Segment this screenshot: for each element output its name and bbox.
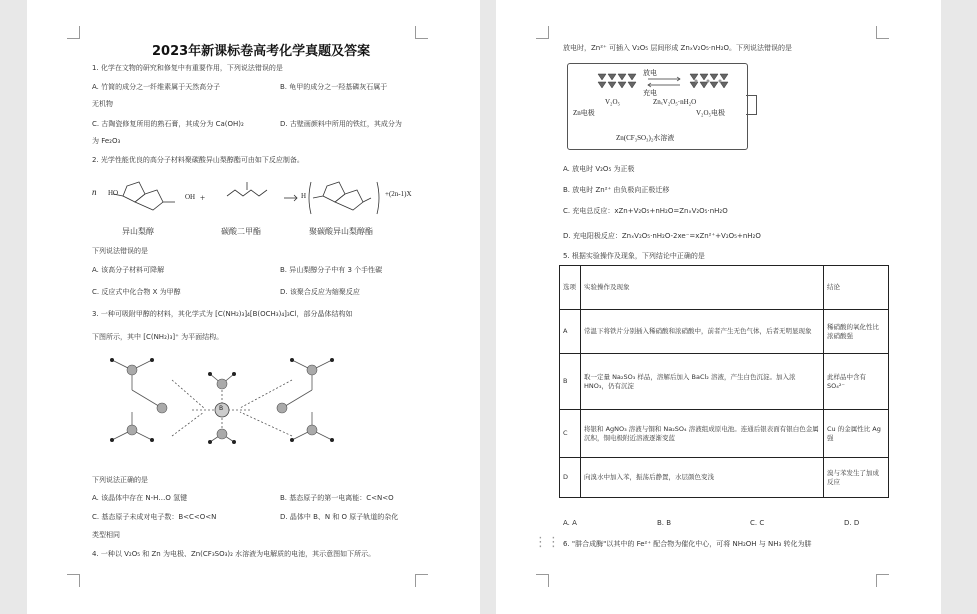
drag-handle-icon[interactable]: ⋮⋮ — [534, 535, 560, 550]
table-row — [560, 458, 889, 498]
row-option: A — [560, 310, 581, 354]
znv2o5-label: ZnₓV₂O₅·nH₂O — [653, 98, 697, 106]
q5-answer-a: A. A — [563, 519, 577, 527]
carbon-atom — [217, 379, 227, 389]
page-title: 2023年新课标卷高考化学真题及答案 — [152, 44, 371, 59]
row-option: C — [560, 410, 581, 458]
q1-option-a: A. 竹简的成分之一纤维素属于天然高分子 — [92, 83, 221, 91]
zn-electrode-label: Zn电极 — [573, 109, 595, 117]
q3-option-d-cont: 类型相同 — [92, 531, 120, 539]
row-conclusion: 此样品中含有 SO₄²⁻ — [824, 354, 889, 410]
question-5-stem: 5. 根据实验操作及现象，下列结论中正确的是 — [563, 252, 705, 260]
carbon-atom — [307, 365, 317, 375]
question-2-stem: 2. 光学性能优良的高分子材料聚碳酸异山梨醇酯可由如下反应制备。 — [92, 156, 304, 164]
crop-mark — [536, 574, 549, 587]
bracket-right — [377, 182, 379, 214]
q2-question: 下列说法错误的是 — [92, 247, 148, 255]
row-conclusion: 稀硝酸的氧化性比浓硝酸强 — [824, 310, 889, 354]
question-6-stem: 6. "肼合成酶"以其中的 Fe²⁺ 配合物为催化中心，可将 NH₂OH 与 NH₃ 转化为肼 — [563, 540, 812, 548]
row-option: B — [560, 354, 581, 410]
q1-option-d-cont: 为 Fe₂O₃ — [92, 137, 121, 145]
carbon-atom — [127, 365, 137, 375]
q3-question: 下列说法正确的是 — [92, 476, 148, 484]
q4-option-b: B. 放电时 Zn²⁺ 由负极向正极迁移 — [563, 186, 670, 194]
reactant-1-label: 异山梨醇 — [122, 227, 154, 236]
q2-option-b: B. 异山梨醇分子中有 3 个手性碳 — [280, 266, 383, 274]
row-procedure: 常温下将铁片分别插入稀硝酸和浓硝酸中，前者产生无色气体，后者无明显现象 — [581, 310, 824, 354]
discharge-label: 放电 — [643, 69, 657, 77]
row-conclusion: Cu 的金属性比 Ag 强 — [824, 410, 889, 458]
header-conclusion: 结论 — [824, 266, 889, 310]
q5-answer-c: C. C — [750, 519, 765, 527]
q1-option-d: D. 古壁画颜料中所用的铁红，其成分为 — [280, 120, 402, 128]
document-page-2 — [496, 0, 941, 614]
question-4-stem: 4. 一种以 V₂O₅ 和 Zn 为电极、Zn(CF₃SO₃)₂ 水溶液为电解质的电池，其示意图如下所示。 — [92, 550, 376, 558]
crop-mark — [415, 26, 428, 39]
crystal-structure-diagram — [92, 350, 392, 450]
plus-sign: + — [200, 193, 206, 203]
crop-mark — [876, 574, 889, 587]
crop-mark — [876, 26, 889, 39]
experiment-table — [559, 265, 889, 498]
row-procedure: 向溴水中加入苯，振荡后静置，水层颜色变浅 — [581, 458, 824, 498]
q3-option-c: C. 基态原子未成对电子数：B<C<O<N — [92, 513, 217, 521]
battery-terminal — [746, 95, 757, 115]
header-procedure: 实验操作及现象 — [581, 266, 824, 310]
isosorbide-ring-2 — [135, 190, 163, 210]
reaction-scheme — [99, 172, 389, 224]
header-option: 选项 — [560, 266, 581, 310]
carbon-atom — [217, 429, 227, 439]
q2-option-a: A. 该高分子材料可降解 — [92, 266, 165, 274]
crop-mark — [536, 26, 549, 39]
v2o5-electrode-label: V₂O₅电极 — [696, 109, 725, 117]
electrode-layers — [596, 70, 746, 94]
q4-intro: 放电时，Zn²⁺ 可插入 V₂O₅ 层间形成 ZnₓV₂O₅·nH₂O。下列说法错误的是 — [563, 44, 793, 52]
product-label: 聚碳酸异山梨醇酯 — [309, 227, 373, 236]
question-3-stem: 3. 一种可吸附甲醇的材料，其化学式为 [C(NH₂)₃]₄[B(OCH₃)₄]₃Cl，部分晶体结构如 — [92, 310, 353, 318]
crop-mark — [67, 26, 80, 39]
crop-mark — [415, 574, 428, 587]
q3-option-b: B. 基态原子的第一电离能：C<N<O — [280, 494, 394, 502]
q5-answer-b: B. B — [657, 519, 672, 527]
row-option: D — [560, 458, 581, 498]
charge-label: 充电 — [643, 89, 657, 97]
row-conclusion: 溴与苯发生了加成反应 — [824, 458, 889, 498]
q4-option-a: A. 放电时 V₂O₅ 为正极 — [563, 165, 635, 173]
oh-label: HO — [108, 189, 119, 197]
electrolyte-label: Zn(CF₃SO₃)₂水溶液 — [616, 134, 675, 142]
byproduct: +(2n-1)X — [385, 190, 412, 198]
q1-option-c: C. 古陶瓷修复所用的熟石膏，其成分为 Ca(OH)₂ — [92, 120, 244, 128]
q4-option-c: C. 充电总反应：xZn+V₂O₅+nH₂O=ZnₓV₂O₅·nH₂O — [563, 207, 728, 215]
question-1-stem: 1. 化学在文物的研究和修复中有重要作用，下列说法错误的是 — [92, 64, 283, 72]
v2o5-label: V₂O₅ — [605, 98, 620, 106]
q4-option-d: D. 充电阳极反应：ZnₓV₂O₅·nH₂O-2xe⁻=xZn²⁺+V₂O₅+nH₂O — [563, 232, 761, 240]
document-page-1 — [27, 0, 480, 614]
q5-answer-d: D. D — [844, 519, 860, 527]
isosorbide-ring-1 — [123, 182, 145, 202]
table-row — [560, 354, 889, 410]
battery-diagram — [567, 63, 748, 150]
carbon-atom — [307, 425, 317, 435]
dimethyl-carbonate — [227, 190, 267, 196]
q1-option-a-cont: 无机物 — [92, 100, 113, 108]
question-3-stem-cont: 下图所示，其中 [C(NH₂)₃]⁺ 为平面结构。 — [92, 333, 224, 341]
table-row — [560, 410, 889, 458]
oh-label: OH — [185, 193, 196, 201]
row-procedure: 取一定量 Na₂SO₃ 样品，溶解后加入 BaCl₂ 溶液，产生白色沉淀。加入浓 HNO₃，仍有沉淀 — [581, 354, 824, 410]
coefficient-n: n — [92, 187, 97, 197]
q3-option-a: A. 该晶体中存在 N-H…O 氢键 — [92, 494, 188, 502]
reactant-2-label: 碳酸二甲酯 — [221, 227, 261, 236]
bracket-left — [309, 182, 311, 214]
q2-option-d: D. 该聚合反应为缩聚反应 — [280, 288, 360, 296]
carbon-atom — [157, 403, 167, 413]
table-header-row — [560, 266, 889, 310]
q3-option-d: D. 晶体中 B、N 和 O 原子轨道的杂化 — [280, 513, 399, 521]
carbon-atom — [127, 425, 137, 435]
q2-option-c: C. 反应式中化合物 X 为甲醇 — [92, 288, 181, 296]
carbon-atom — [277, 403, 287, 413]
table-row — [560, 310, 889, 354]
q1-option-b: B. 龟甲的成分之一羟基磷灰石属于 — [280, 83, 388, 91]
h-end: H — [301, 192, 307, 200]
row-procedure: 将银和 AgNO₃ 溶液与铜和 Na₂SO₄ 溶液组成原电池。连通后银表面有银白色金属沉积，铜电极附近溶液逐渐变蓝 — [581, 410, 824, 458]
boron-label: B — [219, 405, 224, 412]
crop-mark — [67, 574, 80, 587]
